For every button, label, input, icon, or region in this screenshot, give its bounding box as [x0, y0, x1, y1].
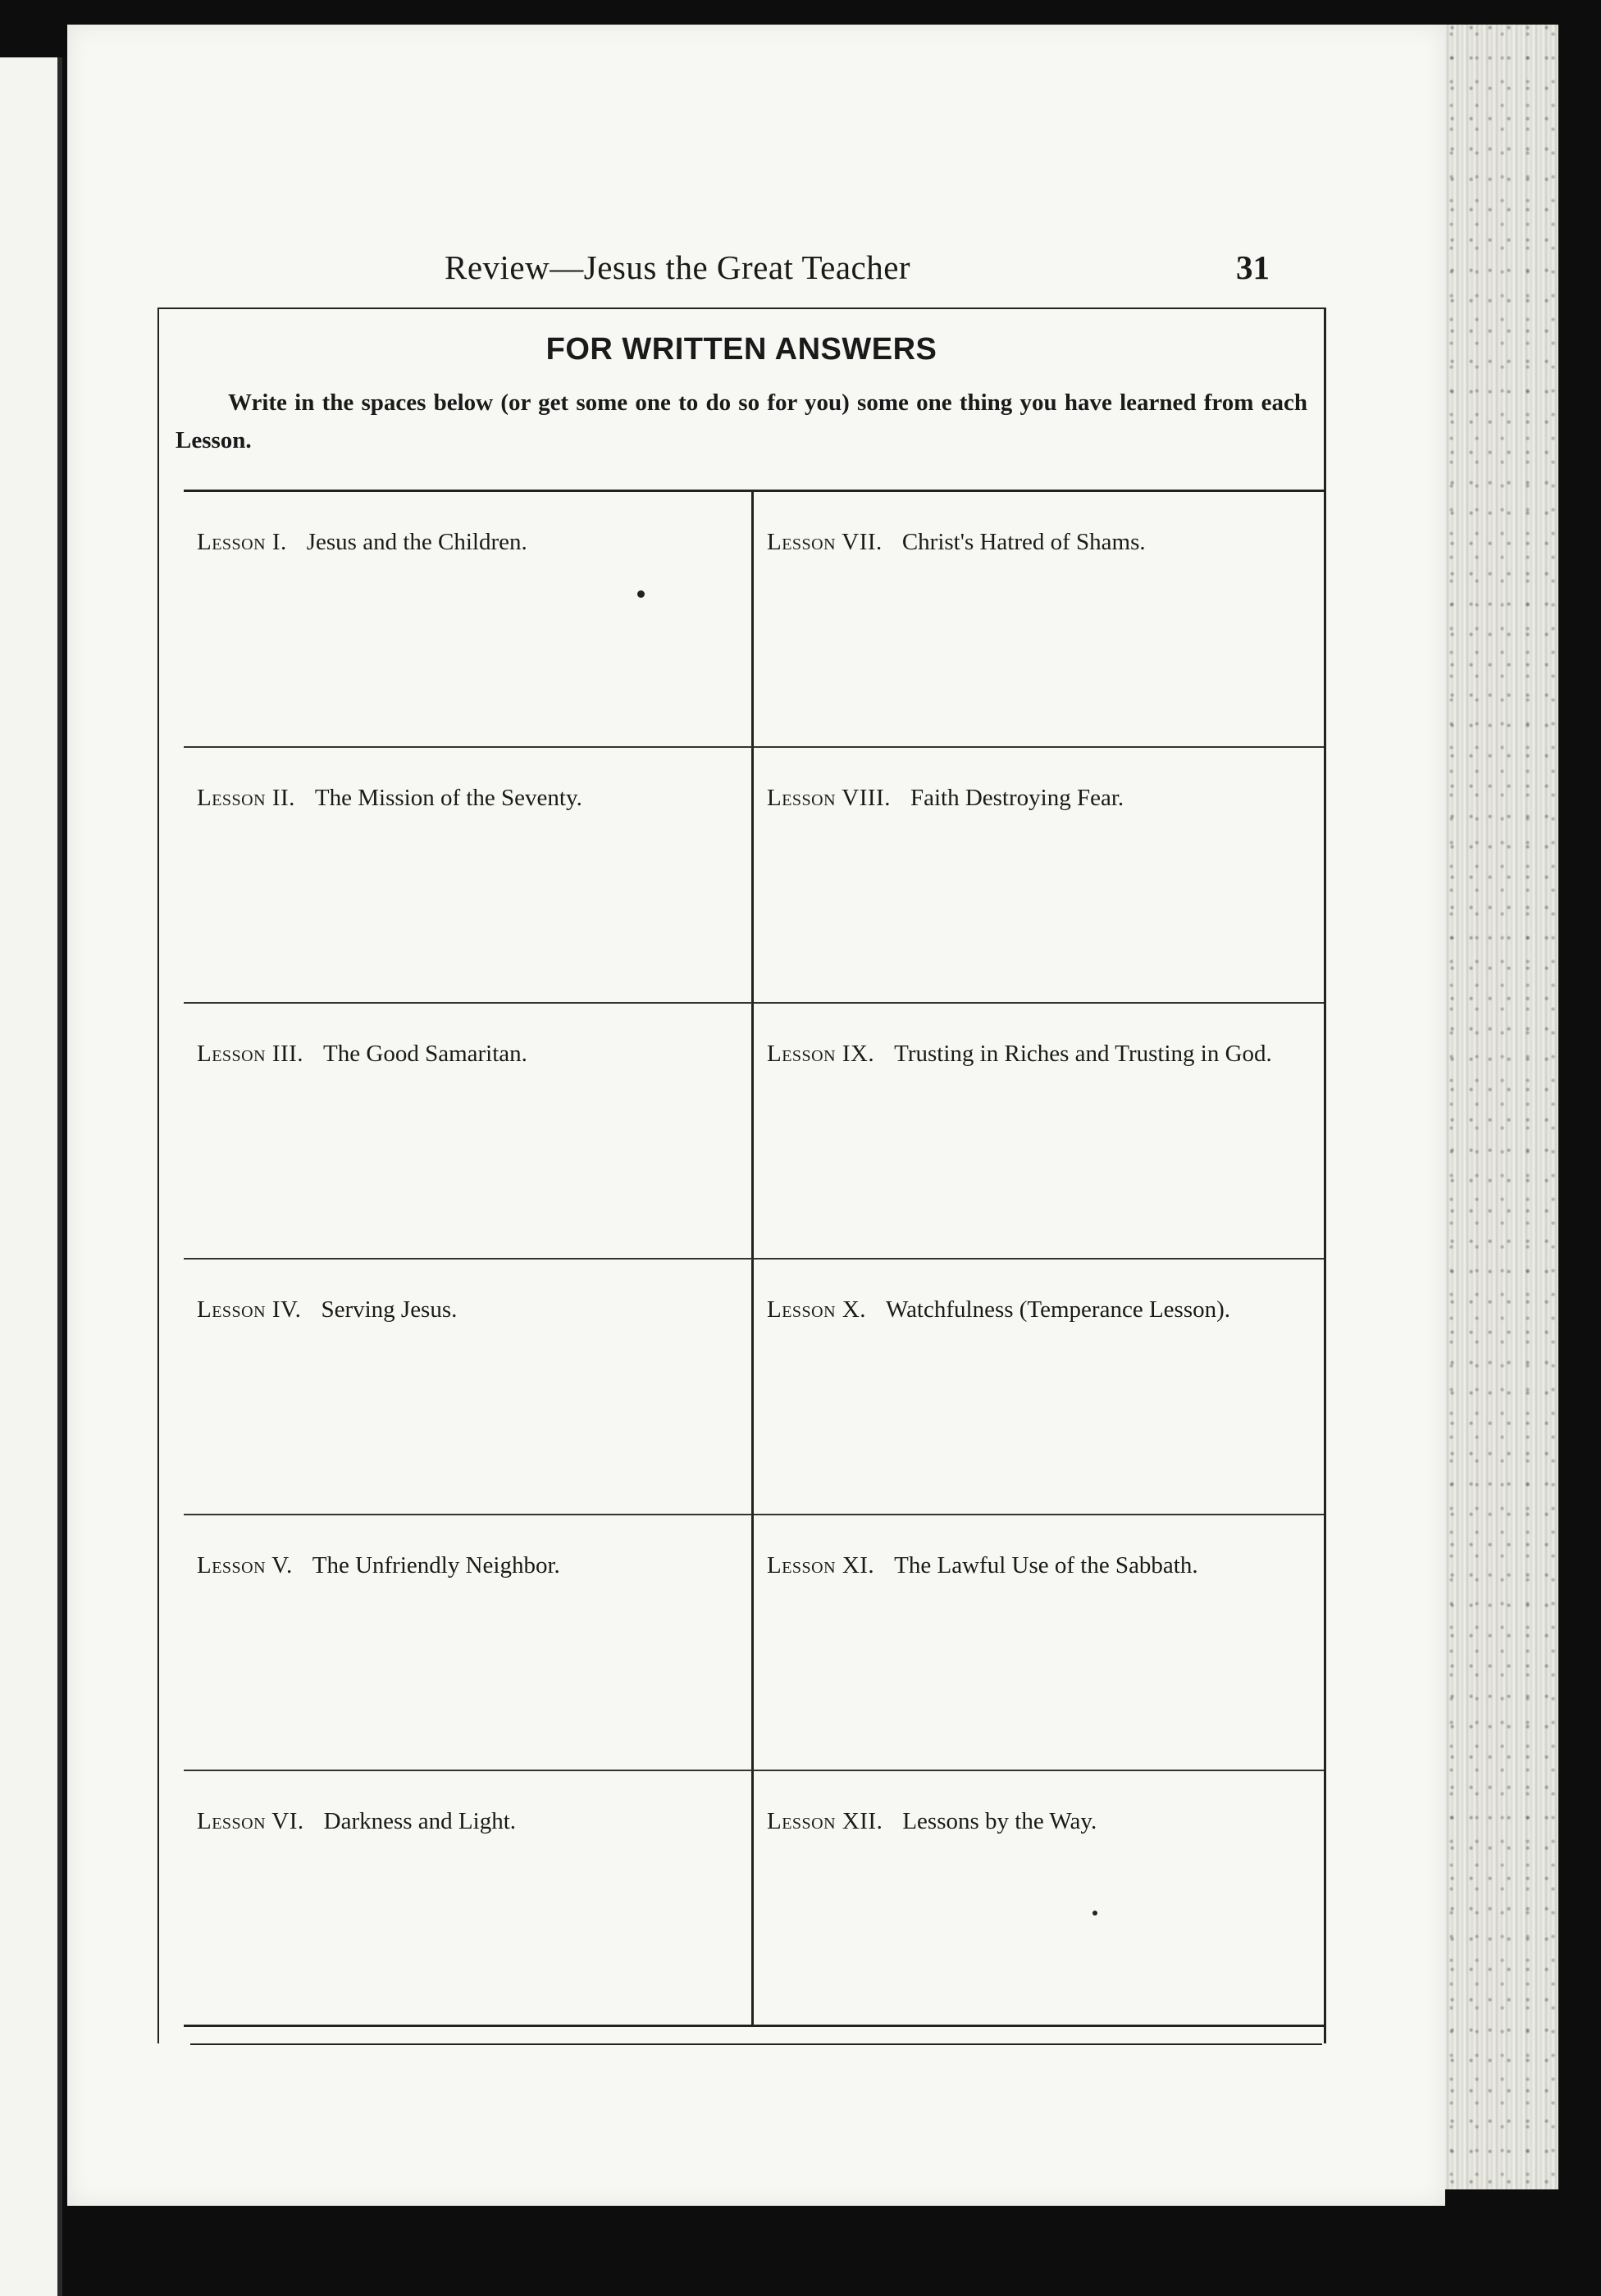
form-heading: FOR WRITTEN ANSWERS: [545, 332, 937, 367]
lesson-number: Lesson IX.: [767, 1041, 875, 1067]
ink-speck: [1092, 1911, 1097, 1916]
lesson-title: The Lawful Use of the Sabbath.: [894, 1552, 1198, 1578]
answer-cell-lesson-5[interactable]: [184, 1515, 754, 1771]
lesson-title: Trusting in Riches and Trusting in God.: [894, 1041, 1272, 1067]
lesson-answer-grid: [184, 490, 1324, 2027]
lesson-number: Lesson VI.: [197, 1808, 304, 1834]
lesson-title: Lessons by the Way.: [902, 1808, 1097, 1834]
answer-cell-lesson-1[interactable]: [184, 492, 754, 748]
lesson-title: Darkness and Light.: [323, 1808, 517, 1834]
lesson-number: Lesson III.: [197, 1041, 304, 1067]
bottom-rule: [190, 2043, 1322, 2045]
lesson-number: Lesson IV.: [197, 1296, 302, 1323]
page-number: 31: [1236, 248, 1270, 286]
lesson-number: Lesson XII.: [767, 1808, 883, 1834]
lesson-title: Serving Jesus.: [321, 1296, 458, 1323]
written-answers-form: [157, 308, 1326, 2043]
lesson-title: Watchfulness (Temperance Lesson).: [886, 1296, 1231, 1323]
answer-cell-lesson-9[interactable]: [754, 1004, 1324, 1260]
answer-cell-lesson-7[interactable]: [754, 492, 1324, 748]
answer-cell-lesson-6[interactable]: [184, 1771, 754, 2027]
lesson-number: Lesson V.: [197, 1552, 293, 1578]
ink-speck: [637, 590, 645, 598]
lesson-number: Lesson II.: [197, 785, 295, 811]
book-page: [67, 25, 1445, 2206]
running-head: [67, 239, 1445, 305]
lesson-title: Christ's Hatred of Shams.: [901, 529, 1146, 555]
lesson-title: The Unfriendly Neighbor.: [312, 1552, 560, 1578]
answer-cell-lesson-8[interactable]: [754, 748, 1324, 1004]
answer-cell-lesson-12[interactable]: [754, 1771, 1324, 2027]
lesson-title: Faith Destroying Fear.: [910, 785, 1124, 811]
answer-cell-lesson-11[interactable]: [754, 1515, 1324, 1771]
answer-cell-lesson-4[interactable]: [184, 1260, 754, 1515]
lesson-number: Lesson XI.: [767, 1552, 875, 1578]
lesson-number: Lesson VIII.: [767, 785, 891, 811]
running-title: Review—Jesus the Great Teacher: [445, 248, 911, 286]
answer-cell-lesson-2[interactable]: [184, 748, 754, 1004]
answer-cell-lesson-3[interactable]: [184, 1004, 754, 1260]
lesson-number: Lesson X.: [767, 1296, 867, 1323]
lesson-title: The Good Samaritan.: [323, 1041, 527, 1067]
lesson-title: The Mission of the Seventy.: [314, 785, 582, 811]
lesson-number: Lesson I.: [197, 529, 287, 555]
lesson-title: Jesus and the Children.: [306, 529, 527, 555]
form-instructions: Write in the spaces below (or get some one to do so for you) some one thing you have learned from each Lesson.: [176, 390, 1307, 453]
lesson-number: Lesson VII.: [767, 529, 883, 555]
facing-page-edge: [0, 57, 62, 2296]
answer-cell-lesson-10[interactable]: [754, 1260, 1324, 1515]
